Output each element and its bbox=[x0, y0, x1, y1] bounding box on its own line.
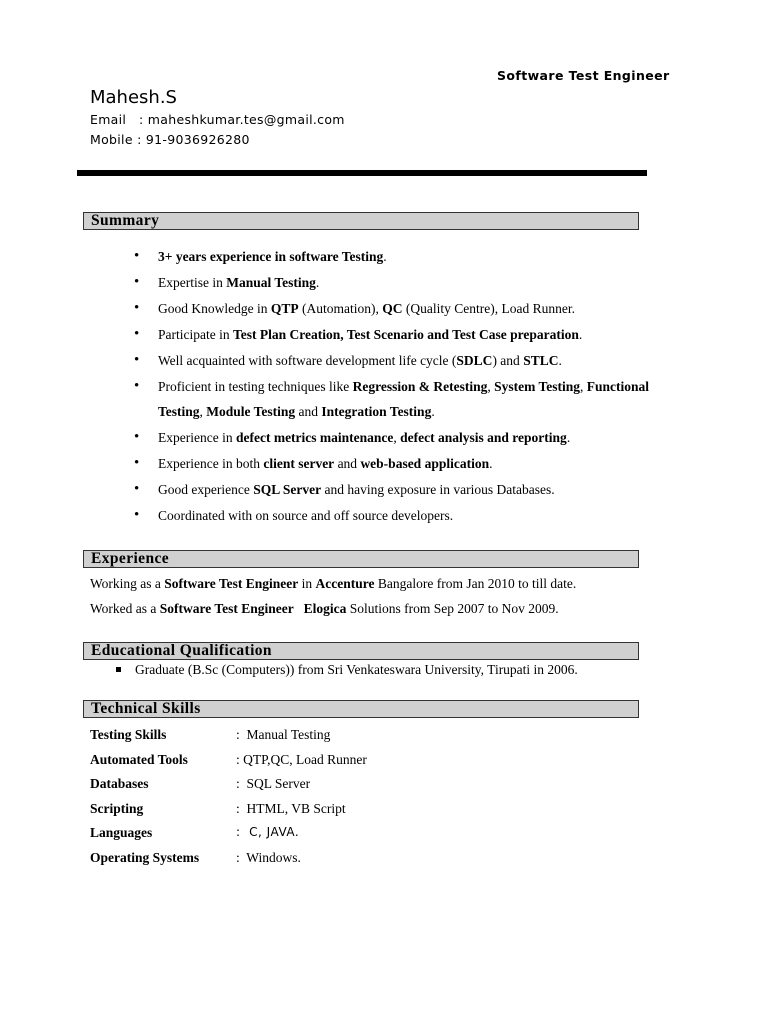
bold-text: defect analysis and reporting bbox=[400, 430, 567, 445]
experience-heading-bar bbox=[83, 550, 639, 568]
mobile-row bbox=[90, 132, 250, 147]
text-run: , bbox=[393, 430, 401, 445]
text-run: and having exposure in various Databases. bbox=[321, 482, 555, 497]
education-text: Graduate (B.Sc (Computers)) from Sri Venkateswara University, Tirupati in 2006. bbox=[135, 662, 578, 677]
skill-key: Scripting bbox=[90, 800, 144, 816]
bold-text: Manual Testing bbox=[226, 275, 316, 290]
bold-text: 3+ years experience in software Testing bbox=[158, 249, 384, 264]
summary-item bbox=[130, 270, 678, 295]
skill-value: : Manual Testing bbox=[236, 727, 331, 742]
text-run: Good experience bbox=[158, 482, 254, 497]
text-run: ) and bbox=[492, 353, 524, 368]
summary-heading-bar bbox=[83, 212, 639, 230]
bold-text: STLC bbox=[523, 353, 559, 368]
bold-text: SQL Server bbox=[253, 482, 322, 497]
text-run: . bbox=[558, 353, 562, 368]
text-run: (Quality Centre), Load Runner. bbox=[402, 301, 575, 316]
summary-item bbox=[130, 503, 678, 528]
experience-heading: Experience bbox=[91, 550, 170, 567]
bold-text: Regression & Retesting bbox=[352, 379, 488, 394]
email-value: maheshkumar.tes@gmail.com bbox=[147, 112, 345, 127]
skills-heading-bar bbox=[83, 700, 639, 718]
summary-item bbox=[130, 451, 678, 476]
summary-heading: Summary bbox=[91, 212, 160, 229]
text-run: , bbox=[199, 404, 207, 419]
text-run: , bbox=[487, 379, 495, 394]
summary-item bbox=[130, 244, 678, 269]
summary-item bbox=[130, 477, 678, 502]
text-run: . bbox=[315, 275, 320, 290]
experience-line bbox=[90, 601, 559, 617]
education-heading-bar bbox=[83, 642, 639, 660]
text-run: Experience in bbox=[158, 430, 236, 445]
bold-text: System Testing bbox=[494, 379, 580, 394]
text-run: Good Knowledge in bbox=[158, 301, 271, 316]
skill-value: : SQL Server bbox=[236, 776, 311, 792]
skill-key: Languages bbox=[90, 825, 153, 841]
text-run: Working as a bbox=[90, 576, 165, 591]
skill-value: : Windows. bbox=[236, 850, 301, 865]
square-bullet-icon bbox=[116, 667, 121, 672]
email-row bbox=[90, 112, 345, 127]
text-run: Experience in both bbox=[158, 456, 264, 471]
bold-text: Integration Testing bbox=[321, 404, 432, 419]
skill-key: Operating Systems bbox=[90, 850, 200, 865]
bold-text: Functional Testing bbox=[158, 379, 653, 419]
bold-text: QTP bbox=[270, 301, 299, 316]
mobile-label: Mobile : bbox=[90, 132, 146, 147]
summary-item bbox=[130, 374, 678, 424]
text-run: Bangalore from Jan 2010 to till date. bbox=[374, 576, 577, 591]
text-run: in bbox=[298, 576, 316, 591]
bold-text: Test Plan Creation, Test Scenario and Test Case preparation bbox=[232, 327, 579, 342]
text-run: . bbox=[383, 249, 387, 264]
experience-line bbox=[90, 576, 576, 592]
text-run: . bbox=[578, 327, 583, 342]
text-run: and bbox=[295, 404, 322, 419]
text-run: Well acquainted with software development life cycle ( bbox=[158, 353, 457, 368]
skills-heading: Technical Skills bbox=[91, 700, 201, 717]
text-run: Expertise in bbox=[158, 275, 227, 290]
text-run: Worked as a bbox=[90, 601, 160, 616]
summary-item bbox=[130, 322, 678, 347]
email-label: Email : bbox=[90, 112, 148, 127]
bold-text: QC bbox=[382, 301, 403, 316]
summary-list bbox=[130, 244, 678, 529]
text-run: , bbox=[579, 379, 587, 394]
text-run: (Automation), bbox=[298, 301, 383, 316]
skill-value: : C, JAVA. bbox=[236, 825, 300, 840]
skill-value: : QTP,QC, Load Runner bbox=[236, 751, 367, 767]
candidate-name: Mahesh.S bbox=[90, 87, 177, 108]
header-divider bbox=[77, 170, 647, 176]
text-run: . bbox=[431, 404, 435, 419]
text-run: Proficient in testing techniques like bbox=[158, 379, 353, 394]
skill-key: Testing Skills bbox=[90, 727, 167, 742]
text-run: Solutions from Sep 2007 to Nov 2009. bbox=[346, 601, 559, 616]
summary-item bbox=[130, 348, 678, 373]
bold-text: Accenture bbox=[315, 576, 375, 591]
bold-text: SDLC bbox=[456, 353, 493, 368]
text-run: . bbox=[489, 456, 493, 471]
text-run: . bbox=[566, 430, 571, 445]
bold-text: defect metrics maintenance bbox=[235, 430, 394, 445]
summary-item bbox=[130, 425, 678, 450]
skill-value: : HTML, VB Script bbox=[236, 800, 346, 816]
bold-text: web-based application bbox=[360, 456, 490, 471]
summary-item bbox=[130, 296, 678, 321]
bold-text: client server bbox=[263, 456, 335, 471]
mobile-value: 91-9036926280 bbox=[145, 132, 250, 147]
text-run: Participate in bbox=[158, 327, 233, 342]
education-heading: Educational Qualification bbox=[91, 642, 272, 659]
text-run: and bbox=[334, 456, 361, 471]
job-title: Software Test Engineer bbox=[497, 68, 670, 83]
text-run: Coordinated with on source and off source developers. bbox=[158, 508, 454, 523]
bold-text: Software Test Engineer bbox=[164, 576, 299, 591]
skill-key: Automated Tools bbox=[90, 751, 188, 767]
education-line bbox=[116, 662, 578, 678]
bold-text: Module Testing bbox=[206, 404, 296, 419]
bold-text: Software Test Engineer Elogica bbox=[159, 601, 347, 616]
skill-key: Databases bbox=[90, 776, 149, 792]
